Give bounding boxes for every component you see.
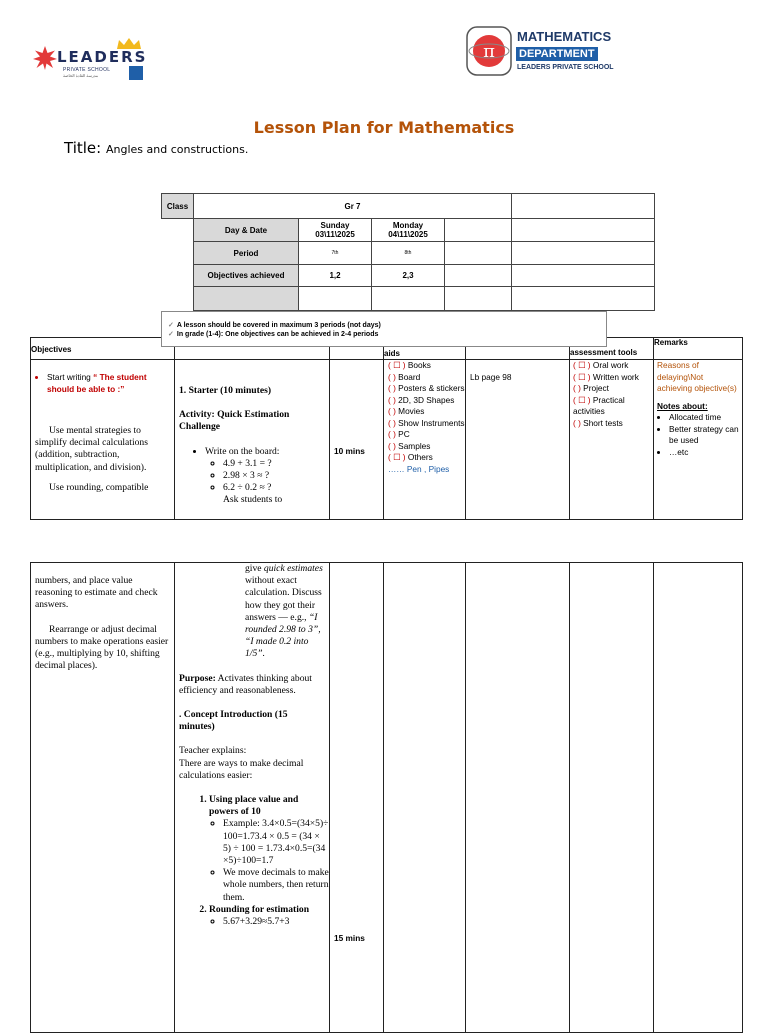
aids-item[interactable] [388,452,465,464]
brand-flag-icon [129,66,143,80]
dept-title-text: MATHEMATICS [517,29,612,44]
objectives-cell [31,360,175,520]
aids-item-label: 2D, 3D Shapes [398,394,455,405]
method-item: 1. Using place value and powers of 10 ◦ Example: 3.4×0.5=(34×5)÷100=1.73.4 × 0.5 = (34 × 5) ÷ 100 = 1.73.4×0.5=(34×5)÷100=1.7 ◦ We move decimals to make whole numbers, then return them. [209,794,329,904]
aids-item[interactable] [388,406,465,418]
aids-item[interactable] [388,441,465,453]
period-label: Period [194,242,299,265]
checkbox-mark[interactable]: ( ) [388,406,396,416]
assessment-item[interactable] [573,418,653,430]
give-quick-text: give quick estimates without exact calculation. Discuss how they got their answers — e.g., “I rounded 2.98 to 3”, “I made 0.2 into 1/5”. [245,563,323,660]
day-date-3 [445,219,512,242]
school-arabic-text: مدرسة القادة الخاصة [63,73,99,78]
objective-1: Use mental strategies to simplify decimal calculations (addition, subtraction, multiplication, and division). [35,425,148,473]
remarks-header: Remarks [654,338,743,360]
class-info-table [161,193,655,311]
assessment-item-label: Project [583,383,609,393]
checkbox-mark[interactable]: ( ) [388,371,396,382]
activity-heading: Activity: Quick Estimation Challenge [179,409,290,433]
remarks-reasons: Reasons of delaying\Not achieving objective(s) [657,360,737,393]
checkbox-mark[interactable]: ( ☐ ) [573,371,591,382]
concept-heading: . Concept Introduction (15 minutes) [179,709,288,733]
dept-school-text: LEADERS PRIVATE SCHOOL [517,64,614,71]
objective-2-start: Use rounding, compatible [49,481,149,493]
day-date-4 [512,219,655,242]
notes-box [161,311,607,347]
class-value: Gr 7 [194,194,512,219]
checkbox-mark[interactable]: ( ☐ ) [573,360,591,370]
aids-list [388,360,465,464]
checkbox-mark[interactable]: ( ☐ ) [388,452,406,462]
time-value-2: 15 mins [334,933,365,943]
time-value-1: 10 mins [334,446,365,456]
dept-banner-text: DEPARTMENT [516,47,598,61]
day-date-2: Monday 04\11\2025 [372,219,445,242]
lesson-title [64,139,248,157]
assessment-item-label: Oral work [592,360,629,370]
assessment-header: assessment tools [570,338,654,360]
aids-item-label: Samples [398,440,431,451]
aids-item-label: PC [398,429,410,439]
assessment-item[interactable] [573,360,653,372]
method-example: ◦ Example: 3.4×0.5=(34×5)÷100=1.73.4 × 0.5 = (34 × 5) ÷ 100 = 1.73.4×0.5=(34×5)÷100=1.7 [223,818,329,867]
teacher-explains: Teacher explains: There are ways to make decimal calculations easier: [179,745,304,781]
example-item: ◦ 2.98 × 3 ≈ ? [223,470,329,482]
objectives-achieved-1: 1,2 [299,265,372,287]
aids-item-label: Show Instruments [398,417,465,428]
aids-item[interactable] [388,360,465,372]
assessment-item-label: Practical activities [573,394,625,416]
objectives-achieved-2: 2,3 [372,265,445,287]
assessment-cell [570,360,654,520]
method-item: 2. Rounding for estimation ◦ 5.67+3.29≈5.7+3 [209,904,329,928]
page-title: Lesson Plan for Mathematics [253,118,515,137]
checkbox-mark[interactable]: ( ) [388,383,396,393]
aids-item[interactable] [388,383,465,395]
assessment-item-label: Written work [592,371,639,382]
aids-item[interactable] [388,395,465,407]
checkbox-mark[interactable]: ( ) [573,417,581,428]
school-brand-text: LEADERS [57,48,148,66]
method-example: ◦ 5.67+3.29≈5.7+3 [223,916,329,928]
day-date-label: Day & Date [194,219,299,242]
objectives-header: Objectives [31,338,175,360]
checkbox-mark[interactable]: ( ) [388,429,396,439]
strategies-cell-cont [175,563,330,1033]
checkbox-mark[interactable]: ( ☐ ) [388,360,406,370]
assessment-item[interactable] [573,383,653,395]
time-cell-cont [330,563,384,1033]
aids-item-label: Posters & stickers [398,383,465,393]
note-item: ✓ A lesson should be covered in maximum 3 periods (not days) [168,322,381,329]
aids-item[interactable] [388,429,465,441]
note-item: ✓ In grade (1-4): One objectives can be achieved in 2-4 periods [168,331,379,338]
checkbox-mark[interactable]: ( ) [388,394,396,405]
methods-list [175,794,329,928]
objective-3: Rearrange or adjust decimal numbers to make operations easier (e.g., multiplying by 10, shifting decimal places). [35,623,169,672]
checkbox-mark[interactable]: ( ) [388,417,396,428]
assessment-item-label: Short tests [583,417,623,428]
remarks-notes-heading: Notes about: [657,400,708,411]
aids-item-label: Books [407,360,431,370]
aids-item-label: Movies [398,406,425,416]
example-item: ◦ 6.2 ÷ 0.2 ≈ ? [223,482,329,494]
aids-item[interactable] [388,418,465,430]
remarks-notes-list [657,412,740,458]
lesson-plan-table-page1 [30,337,743,520]
class-extra-cell [512,194,655,219]
aids-others-text: …… Pen , Pipes [388,463,450,474]
assessment-list [573,360,653,429]
checkbox-mark[interactable]: ( ) [388,440,396,451]
leaders-school-logo [33,38,148,82]
objectives-intro: • Start writing “ The student should be able to :” [47,372,174,395]
remarks-note: • …etc [669,447,740,459]
lesson-plan-table-page2 [30,562,743,1033]
time-cell [330,360,384,520]
aids-item-label: Others [407,452,433,462]
strategies-cell [175,360,330,520]
starter-heading: 1. Starter (10 minutes) [179,385,272,396]
school-sub-text: PRIVATE SCHOOL [63,67,111,73]
method-move: ◦ We move decimals to make whole numbers, then return them. [223,867,329,904]
period-1: 7th [299,242,372,265]
class-label: Class [162,194,194,219]
resources-cell: Lb page 98 [466,360,570,520]
lesson-title-label: Title: [64,139,102,157]
board-list [175,446,329,507]
day-date-1: Sunday 03\11\2025 [299,219,372,242]
aids-cell [384,360,466,520]
checkbox-mark[interactable]: ( ) [573,383,581,393]
burst-logo-icon [33,46,57,70]
write-on-board: • Write on the board: ◦ 4.9 + 3.1 = ? ◦ 2.98 × 3 ≈ ? ◦ 6.2 ÷ 0.2 ≈ ? Ask students to [205,446,329,507]
aids-item[interactable] [388,372,465,384]
remarks-note: • Better strategy can be used [669,424,740,447]
remarks-note: • Allocated time [669,412,740,424]
checkbox-mark[interactable]: ( ☐ ) [573,394,591,405]
lesson-title-value: Angles and constructions. [105,143,249,156]
aids-item-label: Board [398,371,421,382]
objectives-achieved-label: Objectives achieved [194,265,299,287]
purpose-text: Purpose: Activates thinking about efficiency and reasonableness. [179,672,312,696]
objectives-cell-cont [31,563,175,1033]
aids-header: aids [384,338,466,360]
example-item: ◦ 4.9 + 3.1 = ? [223,458,329,470]
objective-2-cont: numbers, and place value reasoning to estimate and check answers. [35,575,158,611]
math-department-logo [465,25,625,79]
remarks-cell [654,360,743,520]
svg-text:π: π [483,41,495,62]
period-2: 8th [372,242,445,265]
assessment-item[interactable] [573,372,653,384]
pi-emblem-icon [465,25,513,77]
assessment-item[interactable] [573,395,653,418]
ask-students: Ask students to [223,494,283,506]
